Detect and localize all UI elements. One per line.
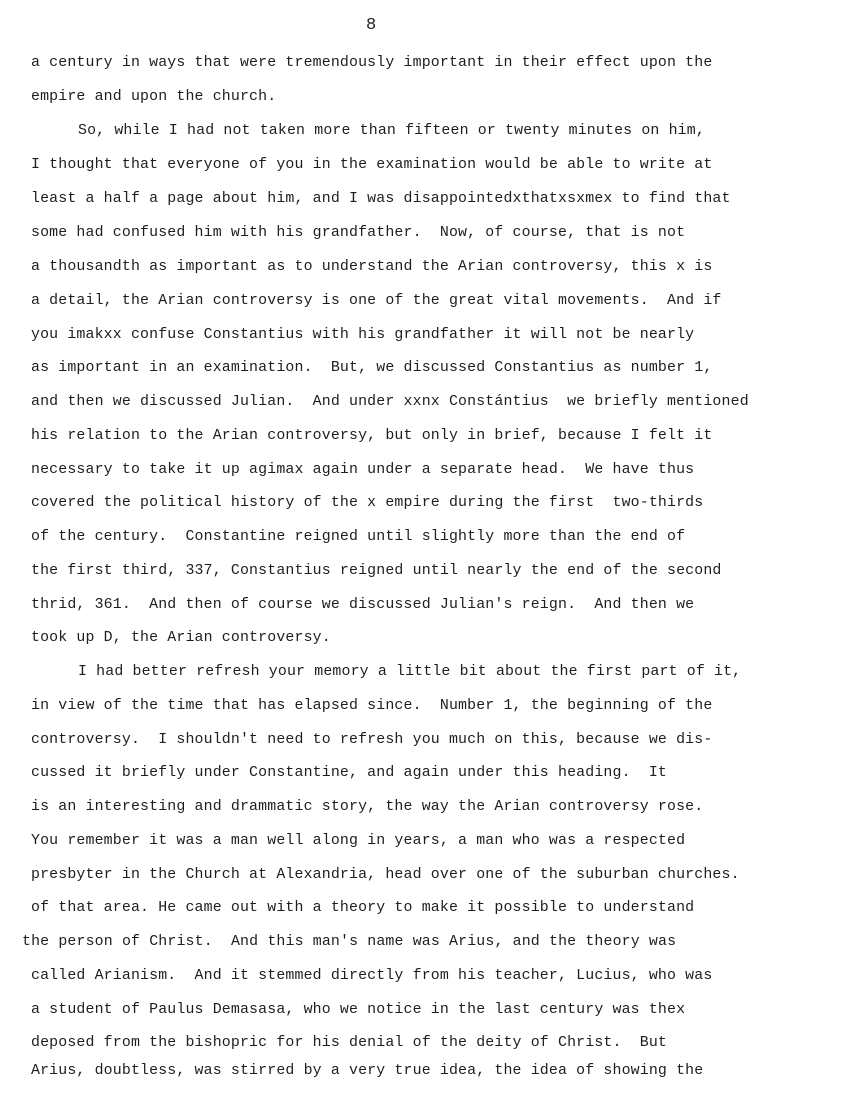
text-line-12: his relation to the Arian controversy, but only in brief, because I felt it [31,428,713,444]
text-line-31: Arius, doubtless, was stirred by a very true idea, the idea of showing the [31,1063,704,1079]
text-line-24: You remember it was a man well along in years, a man who was a respected [31,833,686,849]
text-line-9: you imakxx confuse Constantius with his grandfather it will not be nearly [31,327,695,343]
text-line-26: of that area. He came out with a theory to make it possible to understand [31,900,695,916]
text-line-11: and then we discussed Julian. And under xxnx Constántius we briefly mentioned [31,394,749,410]
text-line-30: deposed from the bishopric for his denial of the deity of Christ. But [31,1035,668,1051]
text-line-16: the first third, 337, Constantius reigned until nearly the end of the second [31,563,722,579]
text-line-6: some had confused him with his grandfather. Now, of course, that is not [31,225,686,241]
text-line-5: least a half a page about him, and I was disappointedxthatxsxmex to find that [31,191,731,207]
text-line-25: presbyter in the Church at Alexandria, head over one of the suburban churches. [31,867,740,883]
text-line-20: in view of the time that has elapsed since. Number 1, the beginning of the [31,698,713,714]
text-line-1: a century in ways that were tremendously important in their effect upon the [31,55,713,71]
page-number: 8 [366,16,377,35]
text-line-3: So, while I had not taken more than fifteen or twenty minutes on him, [78,123,705,139]
text-line-19: I had better refresh your memory a little bit about the first part of it, [78,664,742,680]
text-line-8: a detail, the Arian controversy is one of the great vital movements. And if [31,293,722,309]
text-line-28: called Arianism. And it stemmed directly from his teacher, Lucius, who was [31,968,713,984]
text-line-4: I thought that everyone of you in the examination would be able to write at [31,157,713,173]
text-line-23: is an interesting and drammatic story, the way the Arian controversy rose. [31,799,704,815]
text-line-2: empire and upon the church. [31,89,277,105]
text-line-17: thrid, 361. And then of course we discussed Julian's reign. And then we [31,597,695,613]
text-line-18: took up D, the Arian controversy. [31,630,331,646]
text-line-14: covered the political history of the x empire during the first two-thirds [31,495,704,511]
text-line-27: the person of Christ. And this man's name was Arius, and the theory was [22,934,677,950]
text-line-22: cussed it briefly under Constantine, and again under this heading. It [31,765,668,781]
text-line-10: as important in an examination. But, we discussed Constantius as number 1, [31,360,713,376]
text-line-13: necessary to take it up agimax again under a separate head. We have thus [31,462,695,478]
text-line-15: of the century. Constantine reigned until slightly more than the end of [31,529,686,545]
text-line-29: a student of Paulus Demasasa, who we notice in the last century was thex [31,1002,686,1018]
text-line-21: controversy. I shouldn't need to refresh you much on this, because we dis- [31,732,713,748]
text-line-7: a thousandth as important as to understand the Arian controversy, this x is [31,259,713,275]
